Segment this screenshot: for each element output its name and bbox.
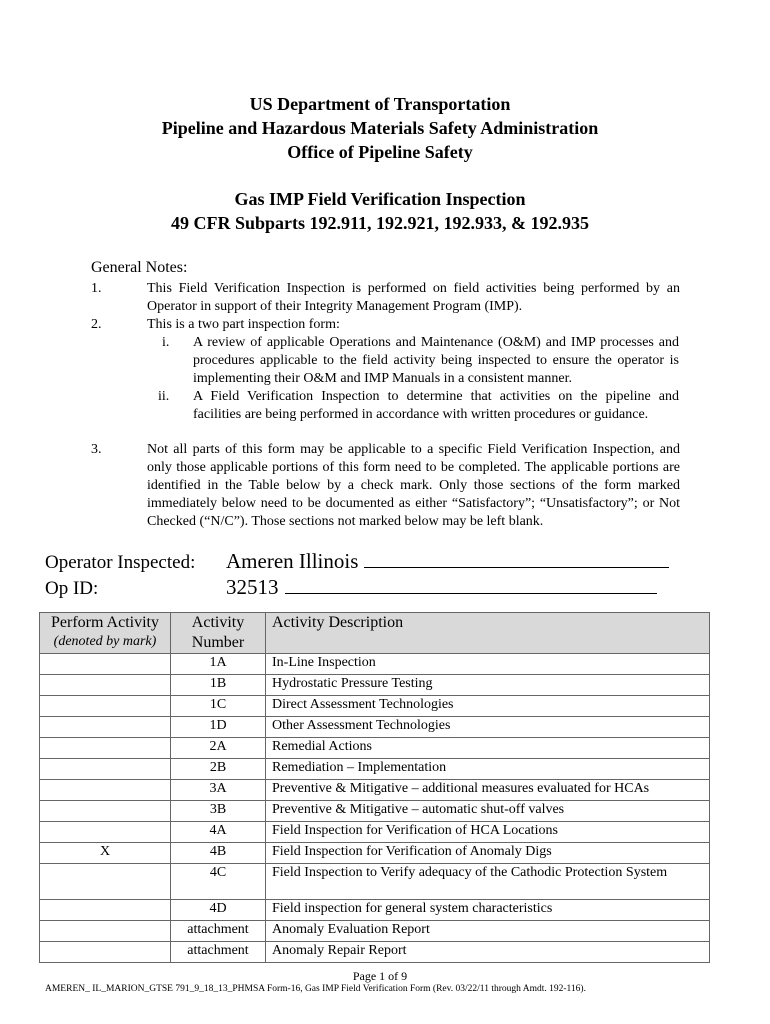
table-row xyxy=(40,717,710,738)
activity-number-cell: 2A xyxy=(171,738,266,759)
activity-number-cell: 1B xyxy=(171,675,266,696)
activity-description-cell: Field Inspection for Verification of Anomaly Digs xyxy=(266,843,710,864)
perform-mark-cell[interactable] xyxy=(40,717,171,738)
activity-description-header: Activity Description xyxy=(266,613,710,654)
perform-activity-sublabel: (denoted by mark) xyxy=(53,634,157,649)
activity-description-cell: Preventive & Mitigative – additional measures evaluated for HCAs xyxy=(266,780,710,801)
activity-number-cell: 2B xyxy=(171,759,266,780)
table-row xyxy=(40,801,710,822)
note-2ii-text: A Field Verification Inspection to determine that activities on the pipeline and facilities are being performed in accordance with written procedures or guidance. xyxy=(193,389,679,422)
activity-number-cell: 4D xyxy=(171,900,266,921)
perform-mark-cell[interactable] xyxy=(40,654,171,675)
perform-mark-cell[interactable] xyxy=(40,801,171,822)
operator-underline xyxy=(364,549,669,568)
perform-mark-cell[interactable] xyxy=(40,696,171,717)
activity-description-cell: Remediation – Implementation xyxy=(266,759,710,780)
administration-title: Pipeline and Hazardous Materials Safety Administration xyxy=(161,118,599,138)
footer-filename: AMEREN_ IL_MARION_GTSE 791_9_18_13_PHMSA Form-16, Gas IMP Field Verification Form (Rev. 03/22/11 through Amdt. 192-116). xyxy=(45,984,586,994)
activity-description-cell: In-Line Inspection xyxy=(266,654,710,675)
page-number: Page 1 of 9 xyxy=(352,969,408,983)
table-row xyxy=(40,843,710,864)
note-2-number: 2. xyxy=(91,317,102,332)
table-row xyxy=(40,921,710,942)
activity-number-cell: 1C xyxy=(171,696,266,717)
note-1-number: 1. xyxy=(91,281,102,296)
activity-description-cell: Field inspection for general system characteristics xyxy=(266,900,710,921)
activity-number-cell: attachment xyxy=(171,942,266,963)
activity-description-cell: Hydrostatic Pressure Testing xyxy=(266,675,710,696)
table-row xyxy=(40,759,710,780)
operator-name: Ameren Illinois xyxy=(226,549,359,573)
perform-mark-cell[interactable] xyxy=(40,900,171,921)
activity-description-cell: Anomaly Evaluation Report xyxy=(266,921,710,942)
perform-mark-cell[interactable] xyxy=(40,759,171,780)
table-row xyxy=(40,738,710,759)
agency-title: US Department of Transportation xyxy=(249,94,511,114)
note-3-number: 3. xyxy=(91,442,102,457)
activity-description-cell: Preventive & Mitigative – automatic shut-off valves xyxy=(266,801,710,822)
activity-description-cell: Field Inspection to Verify adequacy of the Cathodic Protection System xyxy=(266,864,710,900)
note-1-text: This Field Verification Inspection is performed on field activities being performed by an Operator in support of their Integrity Management Program (IMP). xyxy=(147,281,680,314)
note-2ii-number: ii. xyxy=(158,389,170,404)
note-3-text: Not all parts of this form may be applicable to a specific Field Verification Inspection, and only those applicable portions of this form need to be completed. The applicable portions are identified in the Table below by a check mark. Only those sections of the form marked immediately below need to be documented as either “Satisfactory”; “Unsatisfactory”; or Not Checked (“N/C”). Those sections not marked below may be left blank. xyxy=(147,442,680,529)
table-header-row xyxy=(40,613,710,654)
perform-activity-label: Perform Activity xyxy=(51,614,159,631)
activity-description-cell: Direct Assessment Technologies xyxy=(266,696,710,717)
note-2i-number: i. xyxy=(162,335,170,350)
note-2-text: This is a two part inspection form: xyxy=(147,317,340,332)
table-row xyxy=(40,654,710,675)
activity-description-cell: Other Assessment Technologies xyxy=(266,717,710,738)
perform-mark-cell[interactable] xyxy=(40,780,171,801)
activity-number-cell: 4C xyxy=(171,864,266,900)
table-row xyxy=(40,822,710,843)
op-id-label: Op ID: xyxy=(45,578,99,599)
perform-mark-cell[interactable] xyxy=(40,738,171,759)
note-2i-text: A review of applicable Operations and Maintenance (O&M) and IMP processes and procedures applicable to the field activity being inspected to ensure the operator is implementing their O&M and IMP Manuals in a consistent manner. xyxy=(193,335,679,386)
activity-number-cell: attachment xyxy=(171,921,266,942)
table-row xyxy=(40,780,710,801)
table-row xyxy=(40,942,710,963)
activity-table xyxy=(39,612,710,963)
operator-inspected-value xyxy=(226,549,669,573)
perform-mark-cell[interactable] xyxy=(40,675,171,696)
activity-number-cell: 4B xyxy=(171,843,266,864)
perform-mark-cell[interactable]: X xyxy=(40,843,171,864)
activity-number-cell: 3A xyxy=(171,780,266,801)
cfr-reference: 49 CFR Subparts 192.911, 192.921, 192.933, & 192.935 xyxy=(170,213,590,233)
activity-number-cell: 1A xyxy=(171,654,266,675)
office-title: Office of Pipeline Safety xyxy=(287,142,473,162)
activity-number-cell: 3B xyxy=(171,801,266,822)
op-id-underline xyxy=(285,575,657,594)
form-title: Gas IMP Field Verification Inspection xyxy=(234,189,526,209)
perform-mark-cell[interactable] xyxy=(40,942,171,963)
activity-description-cell: Remedial Actions xyxy=(266,738,710,759)
op-id-number: 32513 xyxy=(226,575,279,599)
activity-number-cell: 1D xyxy=(171,717,266,738)
general-notes-title: General Notes: xyxy=(91,259,188,276)
perform-mark-cell[interactable] xyxy=(40,864,171,900)
activity-description-cell: Field Inspection for Verification of HCA Locations xyxy=(266,822,710,843)
table-row xyxy=(40,696,710,717)
activity-description-cell: Anomaly Repair Report xyxy=(266,942,710,963)
table-row xyxy=(40,864,710,900)
perform-mark-cell[interactable] xyxy=(40,822,171,843)
op-id-value xyxy=(226,575,657,599)
table-row xyxy=(40,900,710,921)
activity-number-header: Activity Number xyxy=(171,613,266,654)
perform-activity-header xyxy=(40,613,171,654)
perform-mark-cell[interactable] xyxy=(40,921,171,942)
table-row xyxy=(40,675,710,696)
operator-inspected-label: Operator Inspected: xyxy=(45,552,196,573)
activity-number-cell: 4A xyxy=(171,822,266,843)
